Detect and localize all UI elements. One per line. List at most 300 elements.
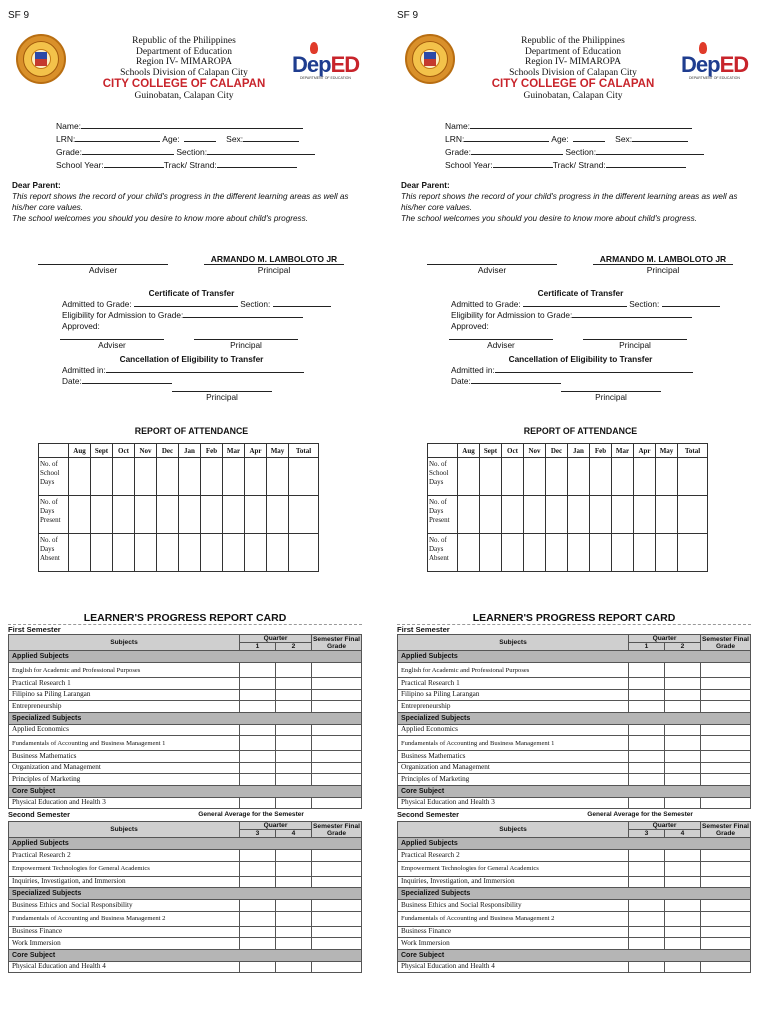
attendance-month-header: Jan [179,444,201,458]
quarter-grade-cell[interactable] [629,961,665,973]
attendance-cell[interactable] [223,496,245,534]
quarter-grade-cell[interactable] [665,900,701,912]
attendance-month-header: Dec [157,444,179,458]
attendance-cell[interactable] [678,458,708,496]
quarter-grade-cell[interactable] [276,861,312,876]
attendance-row-label: No. of Days Present [428,496,458,534]
subject-name: Filipino sa Piling Larangan [398,689,629,701]
attendance-cell[interactable] [656,496,678,534]
general-average-label: General Average for the Semester [198,811,304,818]
quarter-grade-cell[interactable] [629,876,665,888]
quarter-grade-cell[interactable] [665,678,701,690]
quarter-grade-cell[interactable] [665,961,701,973]
subject-name: Empowerment Technologies for General Academics [398,861,629,876]
attendance-cell[interactable] [568,534,590,572]
transfer-section-field[interactable] [273,299,331,307]
attendance-cell[interactable] [678,496,708,534]
attendance-cell[interactable] [480,534,502,572]
attendance-title: REPORT OF ATTENDANCE [134,426,249,436]
attendance-row [39,534,319,572]
subject-name: Business Ethics and Social Responsibility [9,900,240,912]
subject-name: Practical Research 1 [9,678,240,690]
form-code-label: SF 9 [397,10,419,21]
subject-row [9,850,362,862]
quarter-grade-cell[interactable] [665,926,701,938]
subject-group-applied: Applied Subjects [398,838,751,850]
attendance-cell[interactable] [113,534,135,572]
final-grade-cell[interactable] [701,736,751,751]
subjects-header: Subjects [398,822,629,838]
final-grade-cell[interactable] [312,797,362,809]
age-field[interactable] [184,133,216,142]
quarter-grade-cell[interactable] [629,751,665,763]
progress-report-card [397,612,751,973]
quarter-grade-cell[interactable] [276,751,312,763]
section-field[interactable] [207,146,315,155]
attendance-cell[interactable] [135,458,157,496]
attendance-cell[interactable] [179,534,201,572]
letter-salutation: Dear Parent: [12,181,61,190]
subject-name: Fundamentals of Accounting and Business Management 2 [9,911,240,926]
quarter-grade-cell[interactable] [240,911,276,926]
cancellation-principal-label: Principal [595,392,627,402]
attendance-cell[interactable] [267,496,289,534]
quarter-grade-cell[interactable] [665,724,701,736]
attendance-cell[interactable] [458,458,480,496]
subject-name: Organization and Management [9,762,240,774]
school-year-field[interactable] [493,159,553,168]
date-field[interactable] [82,376,172,384]
attendance-cell[interactable] [612,534,634,572]
section-field[interactable] [596,146,704,155]
final-grade-cell[interactable] [701,961,751,973]
final-grade-cell[interactable] [701,701,751,713]
lrn-field[interactable] [75,133,160,142]
name-field[interactable] [470,120,692,129]
quarter-grade-cell[interactable] [629,797,665,809]
attendance-cell[interactable] [135,534,157,572]
header-region: Region IV- MIMAROPA [136,57,232,67]
attendance-row [39,496,319,534]
subject-name: Business Mathematics [398,751,629,763]
subject-name: Principles of Marketing [9,774,240,786]
attendance-cell[interactable] [201,458,223,496]
final-grade-cell[interactable] [312,678,362,690]
quarter-grade-cell[interactable] [665,663,701,678]
attendance-row-label: No. of School Days [39,458,69,496]
final-grade-cell[interactable] [312,689,362,701]
quarter-grade-cell[interactable] [276,850,312,862]
adviser-signature-line[interactable] [427,256,557,265]
attendance-cell[interactable] [267,458,289,496]
attendance-cell[interactable] [91,458,113,496]
quarter-grade-cell[interactable] [276,926,312,938]
attendance-cell[interactable] [546,458,568,496]
final-grade-cell[interactable] [312,663,362,678]
quarter-grade-cell[interactable] [240,861,276,876]
final-grade-cell[interactable] [701,900,751,912]
quarter-grade-cell[interactable] [276,797,312,809]
attendance-cell[interactable] [157,496,179,534]
attendance-cell[interactable] [590,534,612,572]
grade-field[interactable] [82,146,174,155]
quarter-grade-cell[interactable] [629,663,665,678]
school-year-label: School Year: [445,160,493,170]
attendance-cell[interactable] [157,458,179,496]
attendance-cell[interactable] [524,534,546,572]
transfer-principal-label: Principal [230,340,262,350]
attendance-cell[interactable] [480,496,502,534]
quarter-grade-cell[interactable] [629,900,665,912]
quarter-number: 4 [665,830,701,838]
attendance-cell[interactable] [634,496,656,534]
quarter-grade-cell[interactable] [240,900,276,912]
quarter-grade-cell[interactable] [276,774,312,786]
final-grade-cell[interactable] [312,876,362,888]
age-field[interactable] [573,133,605,142]
subjects-header: Subjects [9,822,240,838]
subject-row [9,938,362,950]
final-grade-cell[interactable] [701,689,751,701]
quarter-grade-cell[interactable] [276,911,312,926]
final-grade-cell[interactable] [312,701,362,713]
final-grade-cell[interactable] [312,961,362,973]
quarter-grade-cell[interactable] [240,850,276,862]
attendance-cell[interactable] [612,458,634,496]
certificate-of-transfer [393,288,768,407]
quarter-grade-cell[interactable] [629,678,665,690]
quarter-grade-cell[interactable] [276,938,312,950]
quarter-grade-cell[interactable] [665,689,701,701]
final-grade-cell[interactable] [312,911,362,926]
subject-group-specialized: Specialized Subjects [9,712,362,724]
admitted-in-label: Admitted in: [62,365,106,375]
quarter-grade-cell[interactable] [240,689,276,701]
final-grade-cell[interactable] [312,900,362,912]
quarter-grade-cell[interactable] [665,762,701,774]
final-grade-cell[interactable] [701,797,751,809]
subject-row [9,701,362,713]
attendance-cell[interactable] [590,496,612,534]
quarter-grade-cell[interactable] [629,701,665,713]
subject-row [398,961,751,973]
eligibility-field[interactable] [183,310,303,318]
attendance-month-header: Nov [524,444,546,458]
final-grade-cell[interactable] [312,736,362,751]
track-field[interactable] [606,159,686,168]
school-year-field[interactable] [104,159,164,168]
quarter-grade-cell[interactable] [665,876,701,888]
admitted-in-field[interactable] [495,365,693,373]
attendance-cell[interactable] [157,534,179,572]
attendance-cell[interactable] [458,496,480,534]
name-field[interactable] [81,120,303,129]
final-grade-cell[interactable] [312,850,362,862]
attendance-cell[interactable] [568,496,590,534]
quarter-grade-cell[interactable] [240,938,276,950]
quarter-grade-cell[interactable] [276,762,312,774]
quarter-grade-cell[interactable] [240,736,276,751]
final-grade-cell[interactable] [701,861,751,876]
quarter-grade-cell[interactable] [276,701,312,713]
final-grade-cell[interactable] [701,678,751,690]
final-grade-cell[interactable] [701,850,751,862]
final-grade-cell[interactable] [701,911,751,926]
subject-name: Work Immersion [398,938,629,950]
subject-group-core: Core Subject [9,949,362,961]
attendance-cell[interactable] [524,496,546,534]
attendance-cell[interactable] [502,496,524,534]
quarter-grade-cell[interactable] [665,850,701,862]
admitted-grade-field[interactable] [134,299,238,307]
quarter-grade-cell[interactable] [629,736,665,751]
quarter-number: 2 [276,643,312,651]
attendance-cell[interactable] [135,496,157,534]
letterhead [463,36,683,102]
quarter-grade-cell[interactable] [629,689,665,701]
quarter-grade-cell[interactable] [240,926,276,938]
quarter-grade-cell[interactable] [629,724,665,736]
quarter-grade-cell[interactable] [665,797,701,809]
attendance-month-header: Aug [69,444,91,458]
attendance-cell[interactable] [223,534,245,572]
second-semester-grades-table [397,821,751,973]
subject-name: Applied Economics [398,724,629,736]
quarter-grade-cell[interactable] [629,911,665,926]
transfer-adviser-label: Adviser [487,340,515,350]
cancellation-title: Cancellation of Eligibility to Transfer [119,354,264,364]
attendance-cell[interactable] [179,458,201,496]
final-grade-cell[interactable] [312,724,362,736]
attendance-cell[interactable] [502,534,524,572]
attendance-cell[interactable] [590,458,612,496]
quarter-grade-cell[interactable] [665,938,701,950]
quarter-grade-cell[interactable] [240,701,276,713]
quarter-grade-cell[interactable] [629,762,665,774]
quarter-grade-cell[interactable] [240,762,276,774]
quarter-grade-cell[interactable] [240,751,276,763]
transfer-section-field[interactable] [662,299,720,307]
quarter-grade-cell[interactable] [240,876,276,888]
quarter-grade-cell[interactable] [629,926,665,938]
track-field[interactable] [217,159,297,168]
subject-row [9,736,362,751]
subject-row [9,762,362,774]
attendance-cell[interactable] [678,534,708,572]
final-grade-header: Semester Final Grade [702,635,749,650]
grade-field[interactable] [471,146,563,155]
quarter-grade-cell[interactable] [629,850,665,862]
final-grade-cell[interactable] [701,751,751,763]
attendance-month-header: Total [289,444,319,458]
final-grade-cell[interactable] [701,926,751,938]
subject-group-applied: Applied Subjects [9,838,362,850]
final-grade-cell[interactable] [312,751,362,763]
attendance-month-header: Aug [458,444,480,458]
quarter-grade-cell[interactable] [240,724,276,736]
attendance-row [428,534,708,572]
subject-name: Entrepreneurship [398,701,629,713]
subject-group-core: Core Subject [398,785,751,797]
final-grade-cell[interactable] [312,861,362,876]
subject-row [9,751,362,763]
attendance-cell[interactable] [568,458,590,496]
adviser-label: Adviser [477,265,507,275]
first-semester-label: First Semester [8,624,362,634]
eligibility-field[interactable] [572,310,692,318]
attendance-cell[interactable] [69,534,91,572]
quarter-grade-cell[interactable] [276,689,312,701]
sex-field[interactable] [243,133,299,142]
section-label: Section: [176,147,208,157]
final-grade-cell[interactable] [701,876,751,888]
date-field[interactable] [471,376,561,384]
quarter-number: 3 [629,830,665,838]
college-seal-logo [16,34,66,84]
subject-row [9,724,362,736]
attendance-cell[interactable] [502,458,524,496]
quarter-grade-cell[interactable] [629,774,665,786]
attendance-cell[interactable] [179,496,201,534]
quarter-grade-cell[interactable] [665,861,701,876]
attendance-cell[interactable] [656,534,678,572]
attendance-cell[interactable] [201,534,223,572]
final-grade-cell[interactable] [701,724,751,736]
attendance-cell[interactable] [245,496,267,534]
quarter-grade-cell[interactable] [276,736,312,751]
attendance-cell[interactable] [91,534,113,572]
attendance-cell[interactable] [69,458,91,496]
subject-row [398,751,751,763]
quarter-number: 4 [276,830,312,838]
attendance-cell[interactable] [245,458,267,496]
student-info-block [445,120,704,172]
final-grade-cell[interactable] [701,774,751,786]
attendance-cell[interactable] [201,496,223,534]
attendance-cell[interactable] [524,458,546,496]
attendance-cell[interactable] [289,458,319,496]
final-grade-cell[interactable] [701,663,751,678]
quarter-grade-cell[interactable] [629,861,665,876]
quarter-grade-cell[interactable] [276,876,312,888]
subject-row [398,900,751,912]
quarter-grade-cell[interactable] [276,961,312,973]
subject-name: Applied Economics [9,724,240,736]
subject-name: Practical Research 2 [398,850,629,862]
quarter-grade-cell[interactable] [665,751,701,763]
subject-row [398,911,751,926]
parent-letter [12,180,357,224]
final-grade-cell[interactable] [312,926,362,938]
attendance-cell[interactable] [458,534,480,572]
quarter-grade-cell[interactable] [240,774,276,786]
attendance-row [428,496,708,534]
attendance-month-header: Sept [480,444,502,458]
attendance-cell[interactable] [223,458,245,496]
attendance-cell[interactable] [289,496,319,534]
form-code-label: SF 9 [8,10,30,21]
final-grade-cell[interactable] [312,774,362,786]
quarter-grade-cell[interactable] [276,900,312,912]
attendance-month-header: Mar [612,444,634,458]
subject-name: Empowerment Technologies for General Academics [9,861,240,876]
quarter-number: 1 [629,643,665,651]
letter-paragraph-1: This report shows the record of your child's progress in the different learning areas as well as his/her core values. [12,192,349,212]
header-division: Schools Division of Calapan City [120,67,248,78]
adviser-signature-line[interactable] [38,256,168,265]
grade-label: Grade: [56,147,82,157]
deped-logo: DepED DEPARTMENT OF EDUCATION [681,40,747,84]
attendance-cell[interactable] [267,534,289,572]
final-grade-cell[interactable] [701,762,751,774]
attendance-cell[interactable] [91,496,113,534]
sex-field[interactable] [632,133,688,142]
attendance-cell[interactable] [612,496,634,534]
admitted-in-field[interactable] [106,365,304,373]
final-grade-cell[interactable] [312,762,362,774]
quarter-grade-cell[interactable] [240,961,276,973]
header-region: Region IV- MIMAROPA [525,57,621,67]
attendance-cell[interactable] [480,458,502,496]
lrn-field[interactable] [464,133,549,142]
subject-name: Work Immersion [9,938,240,950]
letterhead [74,36,294,102]
subject-row [9,663,362,678]
admitted-grade-label: Admitted to Grade: [451,299,521,309]
quarter-grade-cell[interactable] [276,724,312,736]
section-label: Section: [565,147,597,157]
attendance-cell[interactable] [634,458,656,496]
attendance-cell[interactable] [113,458,135,496]
attendance-cell[interactable] [289,534,319,572]
attendance-cell[interactable] [634,534,656,572]
admitted-grade-field[interactable] [523,299,627,307]
final-grade-cell[interactable] [312,938,362,950]
quarter-grade-cell[interactable] [240,663,276,678]
report-card-copy-left [4,0,379,1024]
quarter-grade-cell[interactable] [665,736,701,751]
quarter-grade-cell[interactable] [240,797,276,809]
attendance-cell[interactable] [245,534,267,572]
college-name: CITY COLLEGE OF CALAPAN [102,78,266,90]
cancellation-principal-label: Principal [206,392,238,402]
subject-name: Inquiries, Investigation, and Immersion [398,876,629,888]
attendance-cell[interactable] [69,496,91,534]
subject-row [9,926,362,938]
subject-row [9,797,362,809]
quarter-grade-cell[interactable] [276,663,312,678]
quarter-grade-cell[interactable] [665,911,701,926]
quarter-grade-cell[interactable] [240,678,276,690]
sex-label: Sex: [615,134,633,144]
age-label: Age: [551,134,569,144]
attendance-cell[interactable] [546,496,568,534]
quarter-grade-cell[interactable] [665,701,701,713]
quarter-number: 1 [240,643,276,651]
quarter-grade-cell[interactable] [276,678,312,690]
name-label: Name: [445,121,471,131]
final-grade-cell[interactable] [701,938,751,950]
first-semester-label: First Semester [397,624,751,634]
subject-row [398,678,751,690]
quarter-grade-cell[interactable] [665,774,701,786]
subject-row [398,701,751,713]
quarter-grade-cell[interactable] [629,938,665,950]
attendance-cell[interactable] [113,496,135,534]
principal-label: Principal [646,265,680,275]
attendance-cell[interactable] [546,534,568,572]
attendance-cell[interactable] [656,458,678,496]
